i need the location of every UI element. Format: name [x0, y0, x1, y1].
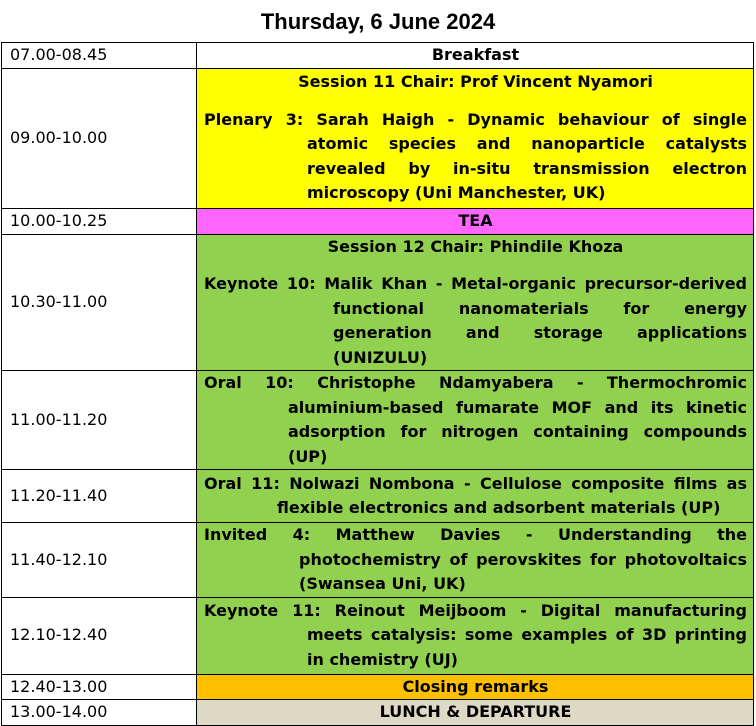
time-cell: 10.00-10.25: [2, 208, 197, 234]
time-cell: 07.00-08.45: [2, 43, 197, 69]
table-row: [2, 700, 754, 726]
breakfast-cell: Breakfast: [197, 43, 754, 69]
day-title: Thursday, 6 June 2024: [260, 9, 496, 34]
oral-cell: [197, 371, 754, 470]
keynote-cell: [197, 234, 754, 371]
talk-text: Oral 10: Christophe Ndamyabera - Thermochromic aluminium-based fumarate MOF and its kinetic adsorption for nitrogen containing compounds (UP): [204, 373, 747, 466]
time-cell: 10.30-11.00: [2, 234, 197, 371]
session-chair: Session 12 Chair: Phindile Khoza: [327, 236, 624, 256]
table-row: [2, 371, 754, 470]
oral-cell: [197, 470, 754, 523]
table-row: [2, 597, 754, 674]
table-row: [2, 523, 754, 598]
keynote-cell: [197, 597, 754, 674]
table-row: [2, 208, 754, 234]
lunch-cell: LUNCH & DEPARTURE: [197, 700, 754, 726]
talk-text: Oral 11: Nolwazi Nombona - Cellulose composite films as flexible electronics and adsorbent materials (UP): [204, 473, 747, 517]
table-row: [2, 68, 754, 208]
time-cell: 12.40-13.00: [2, 674, 197, 700]
time-cell: 13.00-14.00: [2, 700, 197, 726]
talk-text: Plenary 3: Sarah Haigh - Dynamic behaviour of single atomic species and nanoparticle catalysts revealed by in-situ transmission electron microscopy (Uni Manchester, UK): [204, 109, 747, 203]
closing-cell: Closing remarks: [197, 674, 754, 700]
talk-text: Keynote 10: Malik Khan - Metal-organic precursor-derived functional nanomaterials for energy generation and storage applications (UNIZULU): [204, 274, 747, 367]
time-cell: 09.00-10.00: [2, 68, 197, 208]
table-row: [2, 234, 754, 371]
tea-cell: TEA: [197, 208, 754, 234]
invited-cell: [197, 523, 754, 598]
table-row: [2, 674, 754, 700]
session-chair: Session 11 Chair: Prof Vincent Nyamori: [298, 72, 653, 92]
talk-text: Keynote 11: Reinout Meijboom - Digital manufacturing meets catalysis: some examples of 3D printing in chemistry (UJ): [204, 600, 747, 669]
table-row: [2, 43, 754, 69]
plenary-cell: [197, 68, 754, 208]
time-cell: 11.20-11.40: [2, 470, 197, 523]
time-cell: 12.10-12.40: [2, 597, 197, 674]
talk-text: Invited 4: Matthew Davies - Understanding the photochemistry of perovskites for photovoltaics (Swansea Uni, UK): [204, 525, 747, 593]
time-cell: 11.40-12.10: [2, 523, 197, 598]
time-cell: 11.00-11.20: [2, 371, 197, 470]
table-row: [2, 470, 754, 523]
schedule-table: [1, 42, 754, 726]
